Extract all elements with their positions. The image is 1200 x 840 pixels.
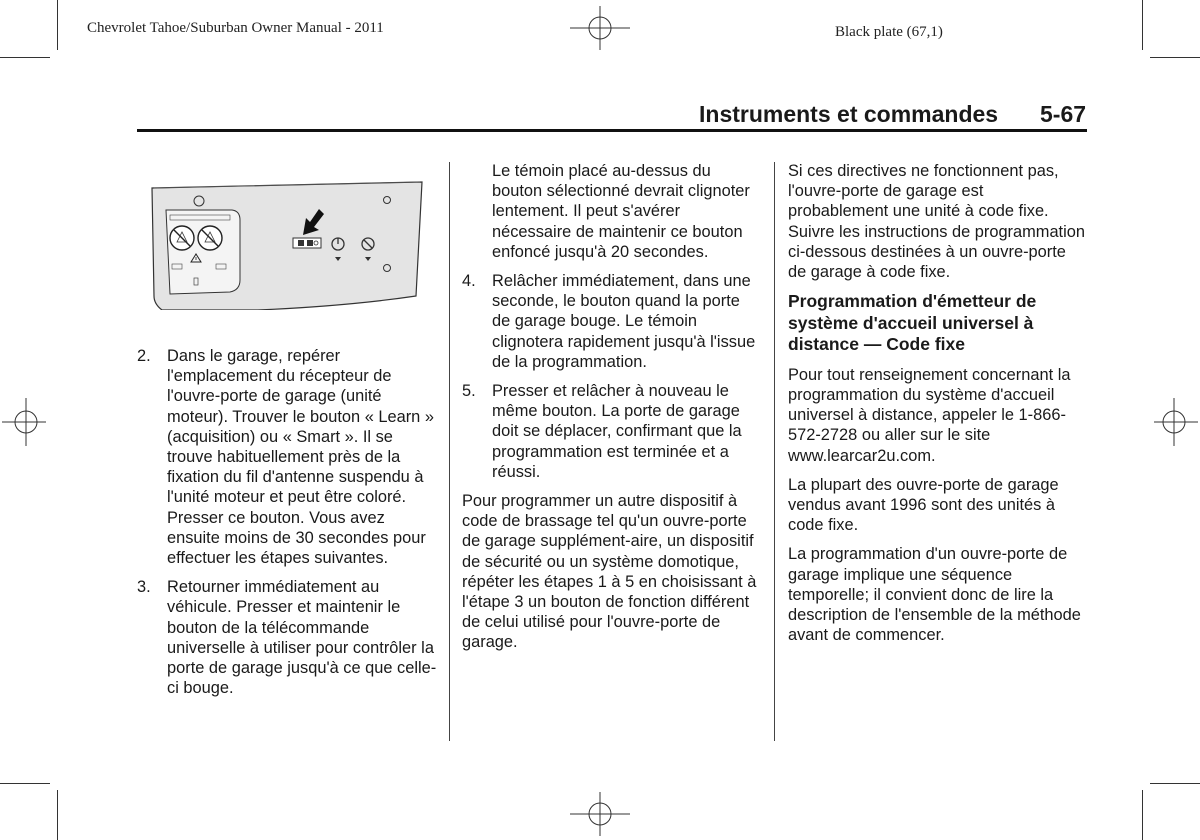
column-1 [137,346,437,707]
step-number: 3. [137,578,151,597]
body-paragraph: Pour programmer un autre dispositif à code de brassage tel qu'un ouvre-porte de garage supplément-aire, un dispositif de sécurité ou un système domotique, répéter les étapes 1 à 5 en choisissant à l'étape 3 un bouton de fonction différent de celui utilisé pour l'ouvre-porte de garage. [462,492,757,652]
step-number: 2. [137,347,151,365]
crop-mark [1142,0,1143,50]
body-paragraph: La programmation d'un ouvre-porte de garage implique une séquence temporelle; il convient donc de lire la description de l'ensemble de la méthode avant de commencer. [788,545,1081,645]
crop-mark [1142,790,1143,840]
column-divider [449,162,450,741]
step-text: Presser et relâcher à nouveau le même bouton. La porte de garage doit se déplacer, confirmant que la programmation est terminée et a réussi. [492,382,742,481]
list-item [137,577,437,698]
list-item [462,381,762,482]
step-text: Retourner immédiatement au véhicule. Presser et maintenir le bouton de la télécommande universelle à utiliser pour contrôler la porte de garage jusqu'à ce que celle-ci bouge. [167,578,437,698]
plate-label: Black plate (67,1) [835,24,943,40]
page-number: 5-67 [1040,101,1087,127]
body-paragraph: Pour tout renseignement concernant la programmation du système d'accueil universel à distance, appeler le 1-866-572-2728 ou aller sur le site www.learcar2u.com. [788,365,1071,465]
section-title: Instruments et commandes [699,101,999,127]
subheading: Programmation d'émetteur de système d'accueil universel à distance — Code fixe [788,291,1037,355]
step-number: 4. [462,272,476,291]
step-text: Dans le garage, repérer l'emplacement du récepteur de l'ouvre-porte de garage (unité moteur). Trouver le bouton « Learn » (acquisition) ou « Smart ». Il se trouve habituellement près de la fixation du fil d'antenne suspendu à l'unité moteur et peut être coloré. Presser ce bouton. Vous avez ensuite moins de 30 secondes pour effectuer les étapes suivantes. [167,347,434,568]
crop-mark [1150,57,1200,58]
crop-mark [0,57,50,58]
crop-mark [1150,783,1200,784]
header-rule [137,129,1087,132]
list-item [462,271,762,372]
crop-mark [0,783,50,784]
registration-mark-icon [570,6,630,50]
step-number: 5. [462,382,476,401]
continuation-text: Le témoin placé au-dessus du bouton sélectionné devrait clignoter lentement. Il peut s'avérer nécessaire de maintenir ce bouton enfoncé jusqu'à 20 secondes. [492,162,750,261]
manual-title: Chevrolet Tahoe/Suburban Owner Manual - 2011 [87,20,384,36]
registration-mark-icon [570,792,630,836]
column-2 [462,161,762,662]
overhead-console-figure [148,178,424,310]
column-3 [788,161,1088,654]
body-paragraph: La plupart des ouvre-porte de garage vendus avant 1996 sont des unités à code fixe. [788,475,1059,535]
registration-mark-icon [1154,398,1198,446]
crop-mark [57,0,58,50]
list-item [137,346,437,568]
column-divider [774,162,775,741]
intro-paragraph: Si ces directives ne fonctionnent pas, l'ouvre-porte de garage est probablement une unité à code fixe. Suivre les instructions de programmation ci-dessous destinées à un ouvre-porte de garage à code fixe. [788,162,1085,282]
step-text: Relâcher immédiatement, dans une seconde, le bouton quand la porte de garage bouge. Le témoin clignotera rapidement jusqu'à l'issue de la programmation. [492,272,756,371]
registration-mark-icon [2,398,46,446]
crop-mark [57,790,58,840]
